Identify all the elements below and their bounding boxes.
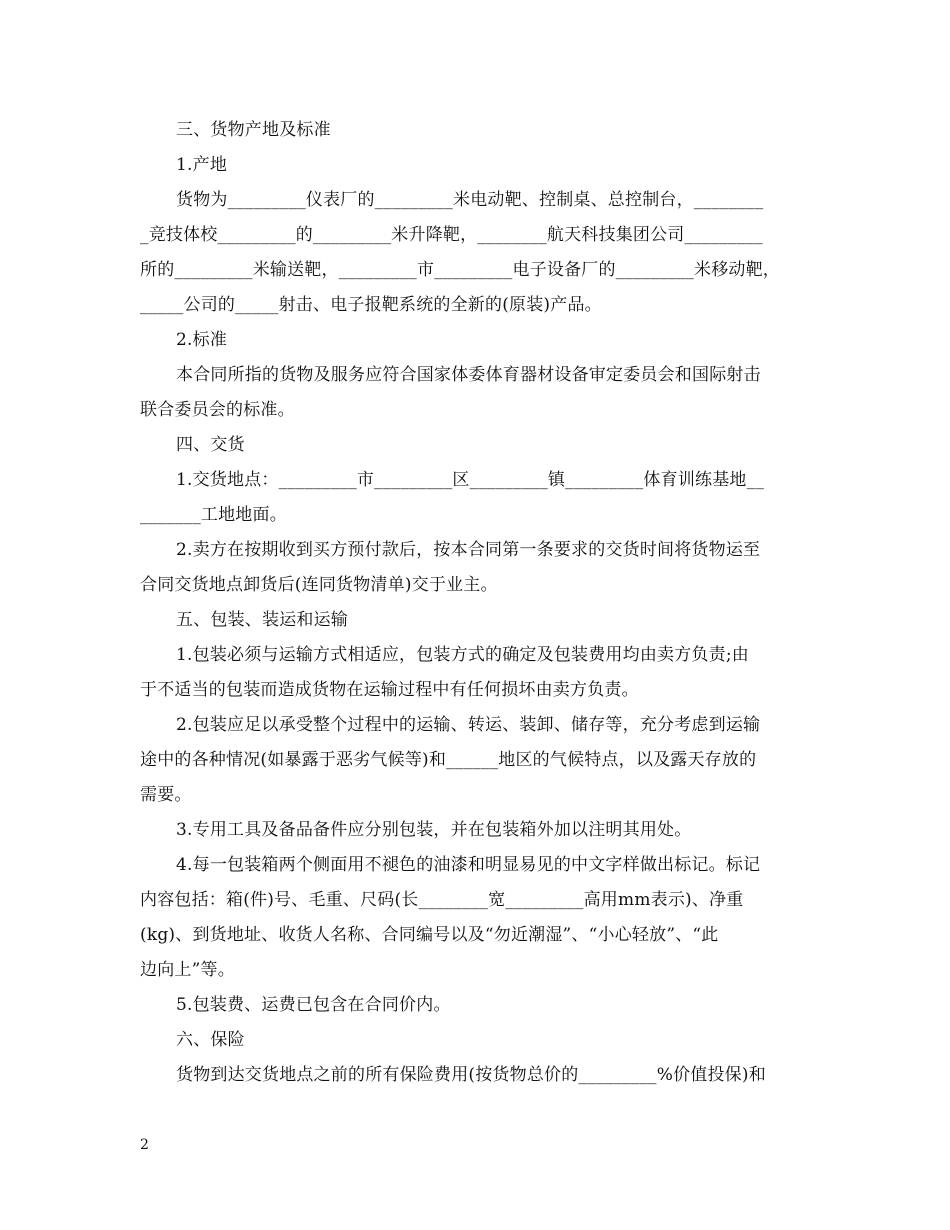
paragraph-line: 2.包装应足以承受整个过程中的运输、转运、装卸、储存等，充分考虑到运输	[176, 715, 761, 735]
paragraph-line: 2.卖方在按期收到买方预付款后，按本合同第一条要求的交货时间将货物运至	[176, 540, 761, 560]
section-heading: 五、包装、装运和运输	[176, 610, 348, 630]
page-number: 2	[140, 1137, 149, 1153]
section-heading: 三、货物产地及标准	[176, 120, 331, 140]
paragraph-line: _______工地地面。	[140, 505, 287, 525]
subsection-heading: 2.标准	[176, 330, 228, 350]
paragraph-line: 5.包装费、运费已包含在合同价内。	[176, 995, 451, 1015]
paragraph-line: 需要。	[140, 785, 192, 805]
paragraph-line: 内容包括：箱(件)号、毛重、尺码(长________宽_________高用mm表示)、净重	[140, 890, 744, 910]
paragraph-line: (kg)、到货地址、收货人名称、合同编号以及“勿近潮湿”、“小心轻放”、“此	[140, 925, 719, 945]
paragraph-line: 4.每一包装箱两个侧面用不褪色的油漆和明显易见的中文字样做出标记。标记	[176, 855, 761, 875]
paragraph-line: 1.交货地点：_________市_________区_________镇_________体育训练基地__	[176, 470, 765, 490]
paragraph-line: 所的_________米输送靶，_________市_________电子设备厂的_________米移动靶，	[140, 260, 780, 280]
paragraph-line: 联合委员会的标准。	[140, 400, 295, 420]
paragraph-line: _竞技体校_________的_________米升降靶，________航天科技集团公司_________	[140, 225, 763, 245]
paragraph-line: 途中的各种情况(如暴露于恶劣气候等)和______地区的气候特点，以及露天存放的	[140, 750, 757, 770]
paragraph-line: 于不适当的包装而造成货物在运输过程中有任何损坏由卖方负责。	[140, 680, 639, 700]
paragraph-line: 1.包装必须与运输方式相适应，包装方式的确定及包装费用均由卖方负责;由	[176, 645, 749, 665]
paragraph-line: 货物到达交货地点之前的所有保险费用(按货物总价的_________%价值投保)和	[176, 1065, 766, 1085]
subsection-heading: 1.产地	[176, 155, 228, 175]
paragraph-line: 3.专用工具及备品备件应分别包装，并在包装箱外加以注明其用处。	[176, 820, 692, 840]
section-heading: 六、保险	[176, 1030, 245, 1050]
paragraph-line: 本合同所指的货物及服务应符合国家体委体育器材设备审定委员会和国际射击	[176, 365, 761, 385]
paragraph-line: 边向上”等。	[140, 960, 235, 980]
paragraph-line: 货物为_________仪表厂的_________米电动靶、控制桌、总控制台，________	[176, 190, 764, 210]
section-heading: 四、交货	[176, 435, 245, 455]
paragraph-line: _____公司的_____射击、电子报靶系统的全新的(原装)产品。	[140, 295, 602, 315]
paragraph-line: 合同交货地点卸货后(连同货物清单)交于业主。	[140, 575, 498, 595]
